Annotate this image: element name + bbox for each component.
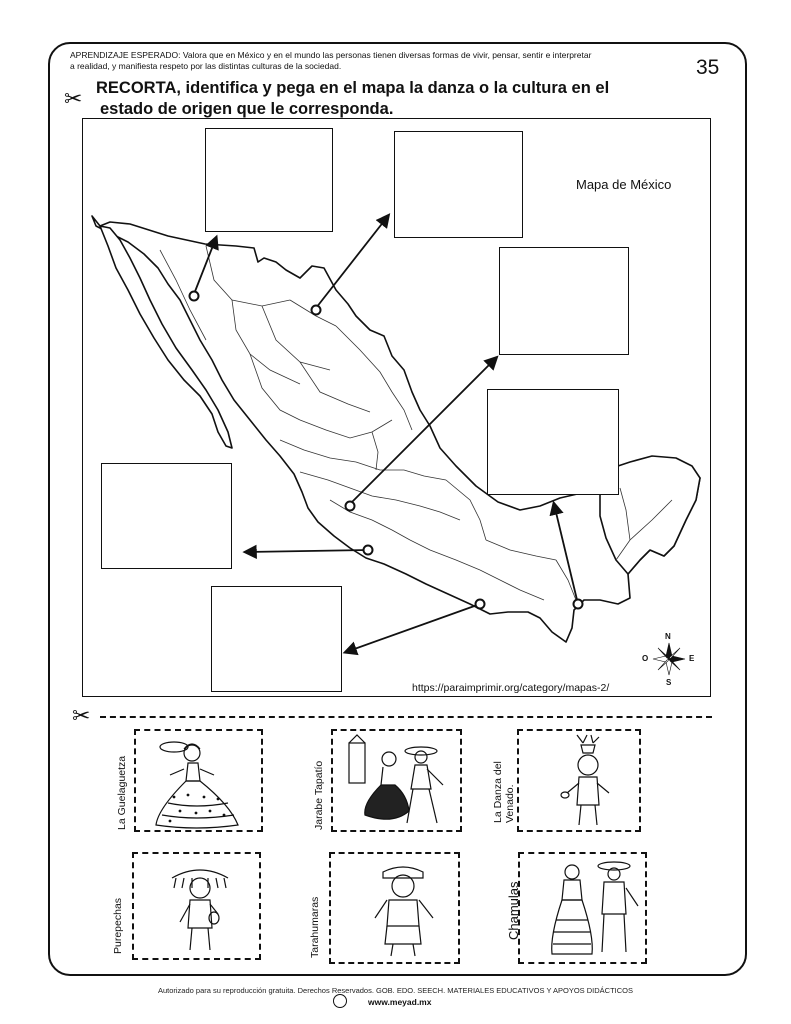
- chamula-couple-drawing: [542, 856, 644, 962]
- cut-card-guelaguetza[interactable]: [116, 729, 263, 832]
- map-source-url: https://paraimprimir.org/category/mapas-2/: [412, 682, 610, 694]
- footer-rights: Autorizado para su reproducción gratuita. Derechos Reservados. GOB. EDO. SEECH. MATERIALES EDUCATIVOS Y APOYOS DIDÁCTICOS: [157, 986, 634, 995]
- paste-box-northwest[interactable]: [205, 128, 333, 232]
- globe-icon: [333, 994, 347, 1008]
- scissors-icon-cut: ✂: [72, 703, 91, 728]
- paste-box-north[interactable]: [394, 131, 523, 238]
- paste-box-south[interactable]: [211, 586, 342, 692]
- card-label-purepechas: Purepechas: [112, 897, 124, 954]
- learning-objective-line-2: a realidad, y manifiesta respeto por las distintas culturas de la sociedad.: [70, 61, 342, 71]
- arrow-south: [346, 604, 480, 652]
- paste-box-northeast[interactable]: [499, 247, 629, 355]
- page-number: 35: [696, 56, 720, 79]
- deer-dancer-drawing: [549, 733, 629, 831]
- cut-card-jarabe-tapatio[interactable]: [313, 729, 462, 832]
- compass-north: N: [665, 632, 671, 641]
- cut-card-purepechas[interactable]: [112, 852, 261, 960]
- card-label-tarahumaras: Tarahumaras: [309, 896, 321, 958]
- purepecha-child-drawing: [160, 858, 240, 958]
- instruction-line-1: RECORTA, identifica y pega en el mapa la danza o la cultura en el: [96, 79, 610, 97]
- card-label-guelaguetza: La Guelaguetza: [116, 755, 128, 830]
- card-label-jarabe-tapatio: Jarabe Tapatío: [313, 760, 325, 830]
- map-title: Mapa de México: [576, 177, 672, 192]
- compass-south: S: [666, 678, 672, 687]
- cut-card-danza-venado[interactable]: [492, 729, 641, 832]
- card-label-danza-venado: La Danza del Venado.: [492, 761, 516, 823]
- cut-line: [100, 716, 712, 718]
- paste-box-east[interactable]: [487, 389, 619, 495]
- instruction-line-2: estado de origen que le corresponda.: [100, 100, 394, 118]
- paste-box-west[interactable]: [101, 463, 232, 569]
- tarahumara-child-drawing: [357, 856, 449, 962]
- guelaguetza-dancer-drawing: [148, 733, 262, 831]
- arrow-west: [246, 550, 368, 552]
- learning-objective-line-1: APRENDIZAJE ESPERADO: Valora que en México y en el mundo las personas tienen diversas formas de vivir, pensar, sentir e interpretar: [70, 50, 592, 60]
- footer-site-link[interactable]: www.meyad.mx: [368, 997, 432, 1007]
- compass-east: E: [689, 654, 695, 663]
- compass-west: O: [642, 654, 649, 663]
- cut-card-tarahumaras[interactable]: [309, 852, 460, 964]
- compass-rose-icon: [653, 643, 685, 675]
- cut-card-chamulas[interactable]: [506, 852, 647, 964]
- card-label-chamulas: Chamulas: [506, 881, 521, 940]
- jarabe-tapatio-couple-drawing: [345, 733, 461, 831]
- scissors-icon: ✂: [64, 86, 83, 111]
